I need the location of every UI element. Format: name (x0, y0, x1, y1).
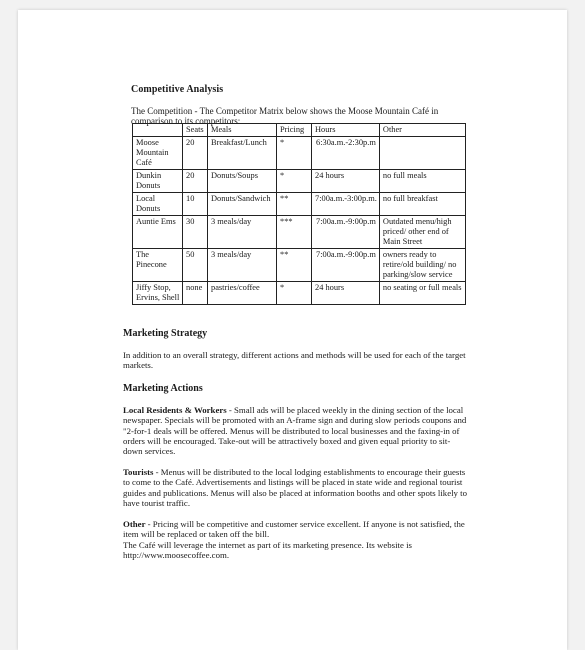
matrix-cell: 3 meals/day (208, 249, 277, 282)
matrix-cell: Jiffy Stop, Ervins, Shell (133, 282, 183, 305)
matrix-cell: Outdated menu/high priced/ other end of Main Street (379, 216, 465, 249)
matrix-cell: 20 (183, 170, 208, 193)
matrix-cell: Auntie Ems (133, 216, 183, 249)
matrix-row (133, 193, 466, 216)
website-url: http://www.moosecoffee.com. (123, 549, 230, 560)
matrix-cell: Local Donuts (133, 193, 183, 216)
local-residents-lead: Local Residents & Workers (123, 405, 227, 415)
matrix-row (133, 249, 466, 282)
marketing-actions-heading: Marketing Actions (123, 383, 203, 394)
matrix-cell: * (277, 137, 312, 170)
website-line: The Café will leverage the internet as part of its marketing presence. Its website is (123, 539, 412, 550)
competitive-analysis-heading: Competitive Analysis (131, 84, 224, 95)
tourists-text: - Menus will be distributed to the local lodging establishments to encourage their guests to come to the Café. Advertisements and listings will be placed in state wide and regional tourist guides and publications. Menus will also be placed at information booths and other spots likely to have tourist traffic. (123, 467, 467, 508)
matrix-row (133, 137, 466, 170)
matrix-cell: 30 (183, 216, 208, 249)
matrix-cell: Moose Mountain Café (133, 137, 183, 170)
matrix-cell: owners ready to retire/old building/ no parking/slow service (379, 249, 465, 282)
matrix-header-cell (133, 124, 183, 137)
matrix-cell (379, 137, 465, 170)
other-paragraph (123, 519, 468, 560)
matrix-header-cell: Meals (208, 124, 277, 137)
matrix-cell: 7:00a.m.-9:00p.m (312, 216, 380, 249)
tourists-lead: Tourists (123, 467, 154, 477)
matrix-row (133, 170, 466, 193)
matrix-header-cell: Seats (183, 124, 208, 137)
matrix-cell: * (277, 282, 312, 305)
matrix-header-cell: Pricing (277, 124, 312, 137)
matrix-cell: no full meals (379, 170, 465, 193)
matrix-cell: The Pinecone (133, 249, 183, 282)
matrix-cell: no full breakfast (379, 193, 465, 216)
matrix-row (133, 216, 466, 249)
matrix-cell: none (183, 282, 208, 305)
matrix-cell: Dunkin Donuts (133, 170, 183, 193)
other-text: - Pricing will be competitive and customer service excellent. If anyone is not satisfied, the item will be replaced or taken off the bill. (123, 519, 465, 540)
marketing-strategy-heading: Marketing Strategy (123, 328, 208, 339)
matrix-row (133, 282, 466, 305)
marketing-strategy-text: In addition to an overall strategy, different actions and methods will be used for each of the target markets. (123, 350, 466, 371)
matrix-cell: 24 hours (312, 170, 380, 193)
matrix-header-cell: Hours (312, 124, 380, 137)
matrix-cell: 3 meals/day (208, 216, 277, 249)
other-lead: Other (123, 519, 146, 529)
matrix-cell: Donuts/Soups (208, 170, 277, 193)
matrix-header-cell: Other (379, 124, 465, 137)
matrix-cell: pastries/coffee (208, 282, 277, 305)
tourists-paragraph (123, 467, 468, 508)
competition-intro: The Competition - The Competitor Matrix below shows the Moose Mountain Café in comparison to its competitors: (131, 106, 439, 126)
matrix-cell: Breakfast/Lunch (208, 137, 277, 170)
local-residents-text: - Small ads will be placed weekly in the dining section of the local newspaper. Specials will be promoted with an A-frame sign and during slow periods coupons and "2-for-1 deals will be offered. Menus will be distributed to local businesses and the faxing-in of orders will be encouraged. Take-out will be attractively boxed and given equal priority to sit-down services. (123, 405, 467, 457)
document-page (18, 10, 567, 650)
matrix-cell: 20 (183, 137, 208, 170)
matrix-cell: 6:30a.m.-2:30p.m (312, 137, 380, 170)
matrix-cell: Donuts/Sandwich (208, 193, 277, 216)
matrix-cell: 50 (183, 249, 208, 282)
competitor-matrix (132, 123, 466, 305)
matrix-cell: no seating or full meals (379, 282, 465, 305)
matrix-cell: ** (277, 193, 312, 216)
matrix-cell: ** (277, 249, 312, 282)
matrix-cell: 7:00a.m.-3:00p.m. (312, 193, 380, 216)
matrix-cell: * (277, 170, 312, 193)
matrix-cell: 10 (183, 193, 208, 216)
matrix-cell: *** (277, 216, 312, 249)
matrix-cell: 24 hours (312, 282, 380, 305)
local-residents-paragraph (123, 405, 468, 456)
matrix-cell: 7:00a.m.-9:00p.m (312, 249, 380, 282)
matrix-header-row (133, 124, 466, 137)
